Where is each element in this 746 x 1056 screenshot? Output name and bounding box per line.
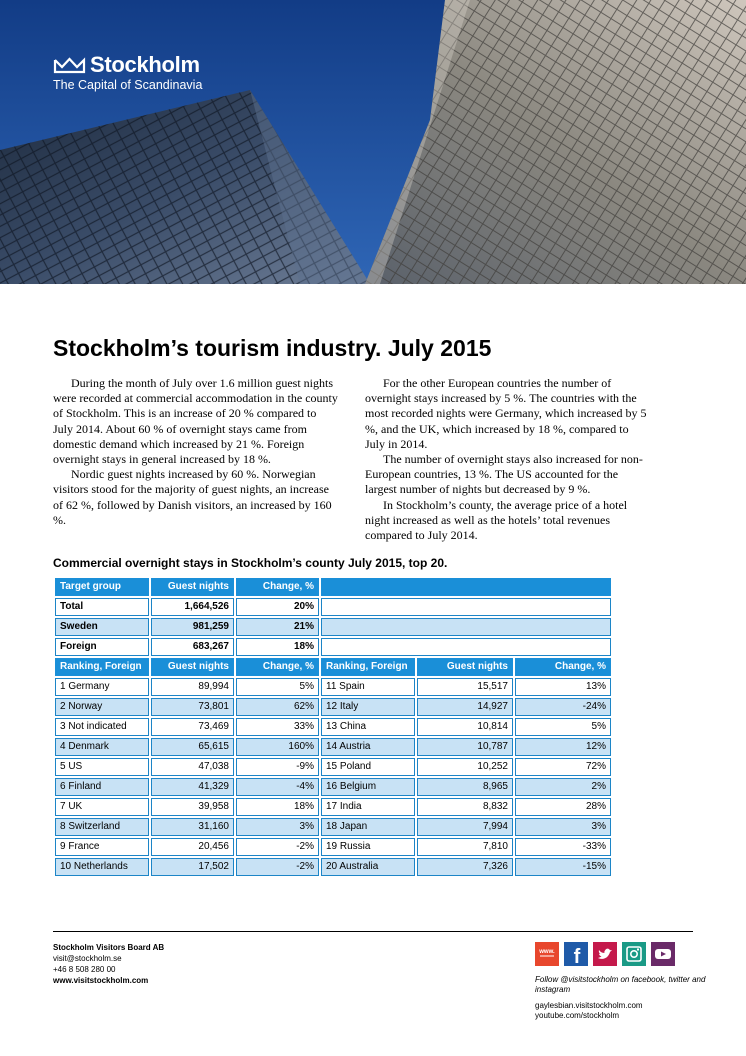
- header-cell: Change, %: [236, 578, 319, 596]
- header-cell: Change, %: [515, 658, 611, 676]
- country-cell: 17 India: [321, 798, 415, 816]
- country-cell: 16 Belgium: [321, 778, 415, 796]
- body-column-left: [53, 376, 338, 528]
- country-cell: 15 Poland: [321, 758, 415, 776]
- youtube-link[interactable]: youtube.com/stockholm: [535, 1011, 620, 1020]
- header-cell: Ranking, Foreign: [55, 658, 149, 676]
- nights-cell: 1,664,526: [151, 598, 234, 616]
- svg-text:www.: www.: [539, 949, 555, 955]
- table-row: [55, 718, 611, 736]
- brand-name: Stockholm: [90, 52, 200, 77]
- nights-cell: 10,814: [417, 718, 513, 736]
- nights-cell: 47,038: [151, 758, 234, 776]
- nights-cell: 8,832: [417, 798, 513, 816]
- country-cell: 19 Russia: [321, 838, 415, 856]
- table-row: [55, 738, 611, 756]
- nights-cell: 73,469: [151, 718, 234, 736]
- svg-text:f: f: [573, 946, 581, 966]
- instagram-icon[interactable]: [622, 942, 646, 966]
- change-cell: 72%: [515, 758, 611, 776]
- summary-row: [55, 638, 611, 656]
- change-cell: 5%: [515, 718, 611, 736]
- stats-table: [53, 576, 613, 878]
- empty-cell: [321, 638, 611, 656]
- group-cell: Sweden: [55, 618, 149, 636]
- nights-cell: 15,517: [417, 678, 513, 696]
- footer-links: [535, 1001, 643, 1021]
- country-cell: 7 UK: [55, 798, 149, 816]
- country-cell: 3 Not indicated: [55, 718, 149, 736]
- body-paragraph: For the other European countries the number of overnight stays increased by 5 %. The countries with the most recorded nights were Germany, which increased by 5 %, and the UK, which increased by 18 %, compared to July in 2014.: [365, 376, 647, 451]
- header-cell: Guest nights: [151, 578, 234, 596]
- nights-cell: 89,994: [151, 678, 234, 696]
- body-column-right: [365, 376, 650, 543]
- header-cell: Guest nights: [151, 658, 234, 676]
- nights-cell: 981,259: [151, 618, 234, 636]
- header-cell: Ranking, Foreign: [321, 658, 415, 676]
- country-cell: 9 France: [55, 838, 149, 856]
- summary-row: [55, 618, 611, 636]
- page-title: Stockholm’s tourism industry. July 2015: [53, 335, 492, 361]
- change-cell: -33%: [515, 838, 611, 856]
- table-row: [55, 778, 611, 796]
- nights-cell: 17,502: [151, 858, 234, 876]
- header-cell: Target group: [55, 578, 149, 596]
- nights-cell: 10,252: [417, 758, 513, 776]
- nights-cell: 7,326: [417, 858, 513, 876]
- nights-cell: 14,927: [417, 698, 513, 716]
- follow-text: Follow @visitstockholm on facebook, twitter and instagram: [535, 975, 706, 994]
- table-header-row: [55, 578, 611, 596]
- change-cell: 21%: [236, 618, 319, 636]
- nights-cell: 65,615: [151, 738, 234, 756]
- hero-image: [0, 0, 746, 284]
- nights-cell: 31,160: [151, 818, 234, 836]
- country-cell: 13 China: [321, 718, 415, 736]
- twitter-icon[interactable]: [593, 942, 617, 966]
- table-row: [55, 838, 611, 856]
- country-cell: 12 Italy: [321, 698, 415, 716]
- nights-cell: 8,965: [417, 778, 513, 796]
- change-cell: 20%: [236, 598, 319, 616]
- group-cell: Total: [55, 598, 149, 616]
- footer-divider: [53, 931, 693, 932]
- nights-cell: 7,994: [417, 818, 513, 836]
- country-cell: 6 Finland: [55, 778, 149, 796]
- nights-cell: 683,267: [151, 638, 234, 656]
- contact-info: [53, 942, 164, 986]
- country-cell: 10 Netherlands: [55, 858, 149, 876]
- country-cell: 20 Australia: [321, 858, 415, 876]
- body-paragraph: Nordic guest nights increased by 60 %. Norwegian visitors stood for the majority of guest nights, an increase of 62 %, followed by Danish visitors, an increased by 160 %.: [53, 467, 332, 527]
- nights-cell: 7,810: [417, 838, 513, 856]
- change-cell: 18%: [236, 798, 319, 816]
- table-row: [55, 698, 611, 716]
- country-cell: 18 Japan: [321, 818, 415, 836]
- change-cell: 18%: [236, 638, 319, 656]
- change-cell: 13%: [515, 678, 611, 696]
- change-cell: -9%: [236, 758, 319, 776]
- table-row: [55, 818, 611, 836]
- crown-icon: [53, 57, 86, 74]
- table-row: [55, 758, 611, 776]
- body-paragraph: In Stockholm’s county, the average price of a hotel night increased as well as the hotels’ total revenues compared to July 2014.: [365, 497, 628, 543]
- nights-cell: 39,958: [151, 798, 234, 816]
- change-cell: 2%: [515, 778, 611, 796]
- ranking-rows: [55, 678, 611, 876]
- table-row: [55, 678, 611, 696]
- logo: [53, 52, 202, 92]
- change-cell: 3%: [515, 818, 611, 836]
- empty-cell: [321, 618, 611, 636]
- summary-row: [55, 598, 611, 616]
- change-cell: 5%: [236, 678, 319, 696]
- nights-cell: 41,329: [151, 778, 234, 796]
- nights-cell: 73,801: [151, 698, 234, 716]
- change-cell: -4%: [236, 778, 319, 796]
- change-cell: -2%: [236, 838, 319, 856]
- facebook-icon[interactable]: [564, 942, 588, 966]
- change-cell: 12%: [515, 738, 611, 756]
- country-cell: 2 Norway: [55, 698, 149, 716]
- country-cell: 8 Switzerland: [55, 818, 149, 836]
- header-cell: Guest nights: [417, 658, 513, 676]
- country-cell: 1 Germany: [55, 678, 149, 696]
- change-cell: 3%: [236, 818, 319, 836]
- org-name: Stockholm Visitors Board AB: [53, 943, 165, 952]
- country-cell: 5 US: [55, 758, 149, 776]
- nights-cell: 20,456: [151, 838, 234, 856]
- table-header-row: [55, 658, 611, 676]
- phone-number: +46 8 508 280 00: [53, 965, 116, 974]
- youtube-icon[interactable]: [651, 942, 675, 966]
- hero-photo: [0, 0, 746, 284]
- header-cell-empty: [321, 578, 611, 596]
- nights-cell: 10,787: [417, 738, 513, 756]
- email-link[interactable]: visit@stockholm.se: [53, 954, 122, 963]
- change-cell: -2%: [236, 858, 319, 876]
- country-cell: 11 Spain: [321, 678, 415, 696]
- body-paragraph: The number of overnight stays also increased for non-European countries, 13 %. The US accounted for the largest number of nights but decreased by 9 %.: [365, 452, 643, 497]
- change-cell: -15%: [515, 858, 611, 876]
- country-cell: 14 Austria: [321, 738, 415, 756]
- social-icons: [535, 942, 675, 966]
- body-paragraph: During the month of July over 1.6 million guest nights were recorded at commercial accommodation in the county of Stockholm. This is an increase of 20 % compared to July 2014. About 60 % of overnight stays came from domestic demand which increased by 21 %. Foreign overnight stays in general increased by 18 %.: [53, 376, 338, 467]
- table-title: Commercial overnight stays in Stockholm’s county July 2015, top 20.: [53, 556, 448, 570]
- table-row: [55, 858, 611, 876]
- website-link[interactable]: www.visitstockholm.com: [53, 976, 149, 985]
- change-cell: 28%: [515, 798, 611, 816]
- brand-tagline: The Capital of Scandinavia: [53, 78, 203, 92]
- group-cell: Foreign: [55, 638, 149, 656]
- change-cell: 160%: [236, 738, 319, 756]
- change-cell: -24%: [515, 698, 611, 716]
- header-cell: Change, %: [236, 658, 319, 676]
- change-cell: 62%: [236, 698, 319, 716]
- change-cell: 33%: [236, 718, 319, 736]
- www-icon[interactable]: [535, 942, 559, 966]
- empty-cell: [321, 598, 611, 616]
- country-cell: 4 Denmark: [55, 738, 149, 756]
- gaylesbian-link[interactable]: gaylesbian.visitstockholm.com: [535, 1001, 643, 1010]
- table-row: [55, 798, 611, 816]
